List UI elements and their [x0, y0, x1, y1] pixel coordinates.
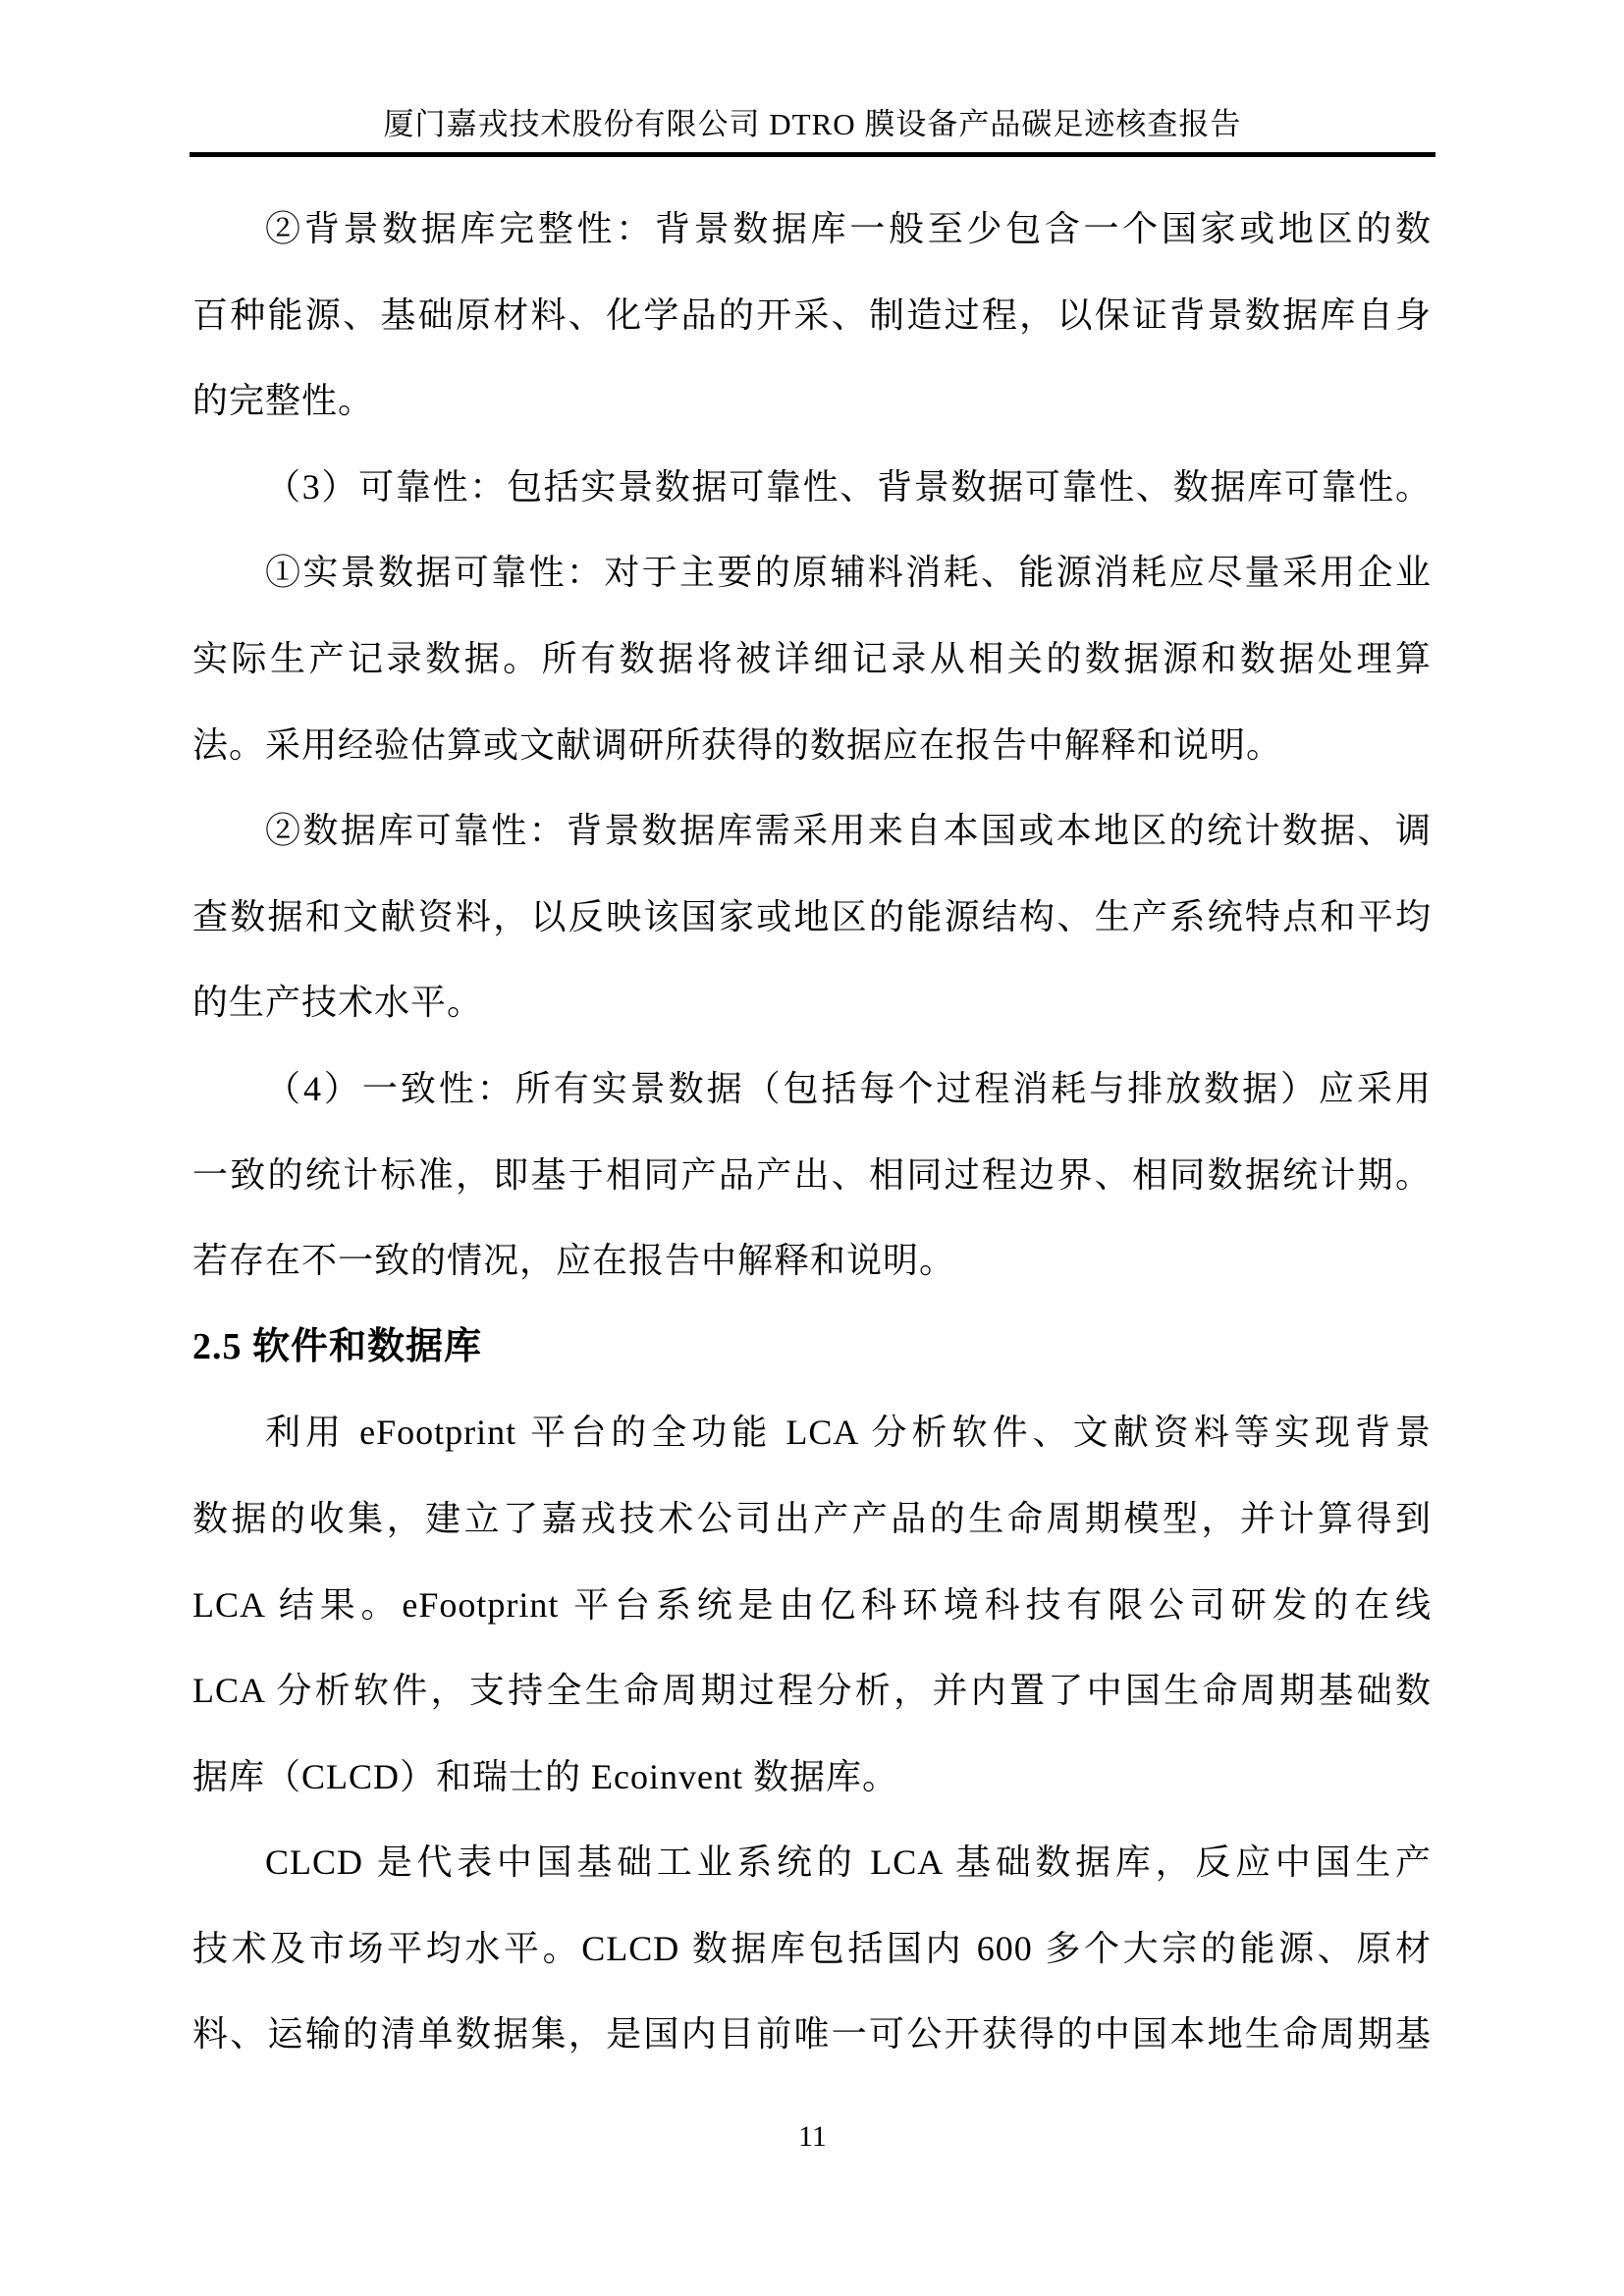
document-line: 数据的收集，建立了嘉戎技术公司出产产品的生命周期模型，并计算得到 [192, 1498, 1432, 1538]
document-line: 法。采用经验估算或文献调研所获得的数据应在报告中解释和说明。 [192, 724, 1283, 765]
document-body [192, 187, 1432, 2078]
paragraph [192, 1046, 1432, 1305]
document-line: 的完整性。 [192, 381, 375, 421]
paragraph [192, 788, 1432, 1046]
document-line: 若存在不一致的情况，应在报告中解释和说明。 [192, 1241, 956, 1281]
document-line: 技术及市场平均水平。CLCD 数据库包括国内 600 多个大宗的能源、原材 [192, 1928, 1432, 1968]
document-line: LCA 分析软件，支持全生命周期过程分析，并内置了中国生命周期基础数 [192, 1671, 1432, 1711]
document-line: 查数据和文献资料，以反映该国家或地区的能源结构、生产系统特点和平均 [192, 896, 1432, 936]
document-line: （4）一致性：所有实景数据（包括每个过程消耗与排放数据）应采用 [265, 1068, 1432, 1108]
paragraph [192, 1820, 1432, 2078]
document-line: 一致的统计标准，即基于相同产品产出、相同过程边界、相同数据统计期。 [192, 1154, 1432, 1195]
document-line: CLCD 是代表中国基础工业系统的 LCA 基础数据库，反应中国生产 [265, 1842, 1432, 1883]
paragraph [192, 530, 1432, 788]
document-line: 料、运输的清单数据集，是国内目前唯一可公开获得的中国本地生命周期基 [192, 2014, 1432, 2055]
paragraph [192, 445, 1432, 531]
page-number: 11 [798, 2120, 827, 2153]
document-line: 的生产技术水平。 [192, 983, 484, 1023]
document-line: ②数据库可靠性：背景数据库需采用来自本国或本地区的统计数据、调 [265, 811, 1432, 851]
document-line: （3）可靠性：包括实景数据可靠性、背景数据可靠性、数据库可靠性。 [265, 466, 1432, 507]
page-header-title: 厦门嘉戎技术股份有限公司 DTRO 膜设备产品碳足迹核查报告 [383, 107, 1242, 141]
document-line: 据库（CLCD）和瑞士的 Ecoinvent 数据库。 [192, 1756, 898, 1796]
document-line: 百种能源、基础原材料、化学品的开采、制造过程，以保证背景数据库自身 [192, 294, 1432, 335]
document-line: 实际生产记录数据。所有数据将被详细记录从相关的数据源和数据处理算 [192, 638, 1432, 678]
paragraph [192, 1390, 1432, 1820]
document-line: ①实景数据可靠性：对于主要的原辅料消耗、能源消耗应尽量采用企业 [265, 553, 1432, 593]
header-rule [189, 152, 1435, 157]
section-heading-2-5: 2.5 软件和数据库 [192, 1325, 483, 1367]
document-line: LCA 结果。eFootprint 平台系统是由亿科环境科技有限公司研发的在线 [192, 1584, 1432, 1625]
paragraph [192, 187, 1432, 445]
document-line: 利用 eFootprint 平台的全功能 LCA 分析软件、文献资料等实现背景 [265, 1413, 1432, 1453]
document-line: ②背景数据库完整性：背景数据库一般至少包含一个国家或地区的数 [265, 209, 1432, 248]
